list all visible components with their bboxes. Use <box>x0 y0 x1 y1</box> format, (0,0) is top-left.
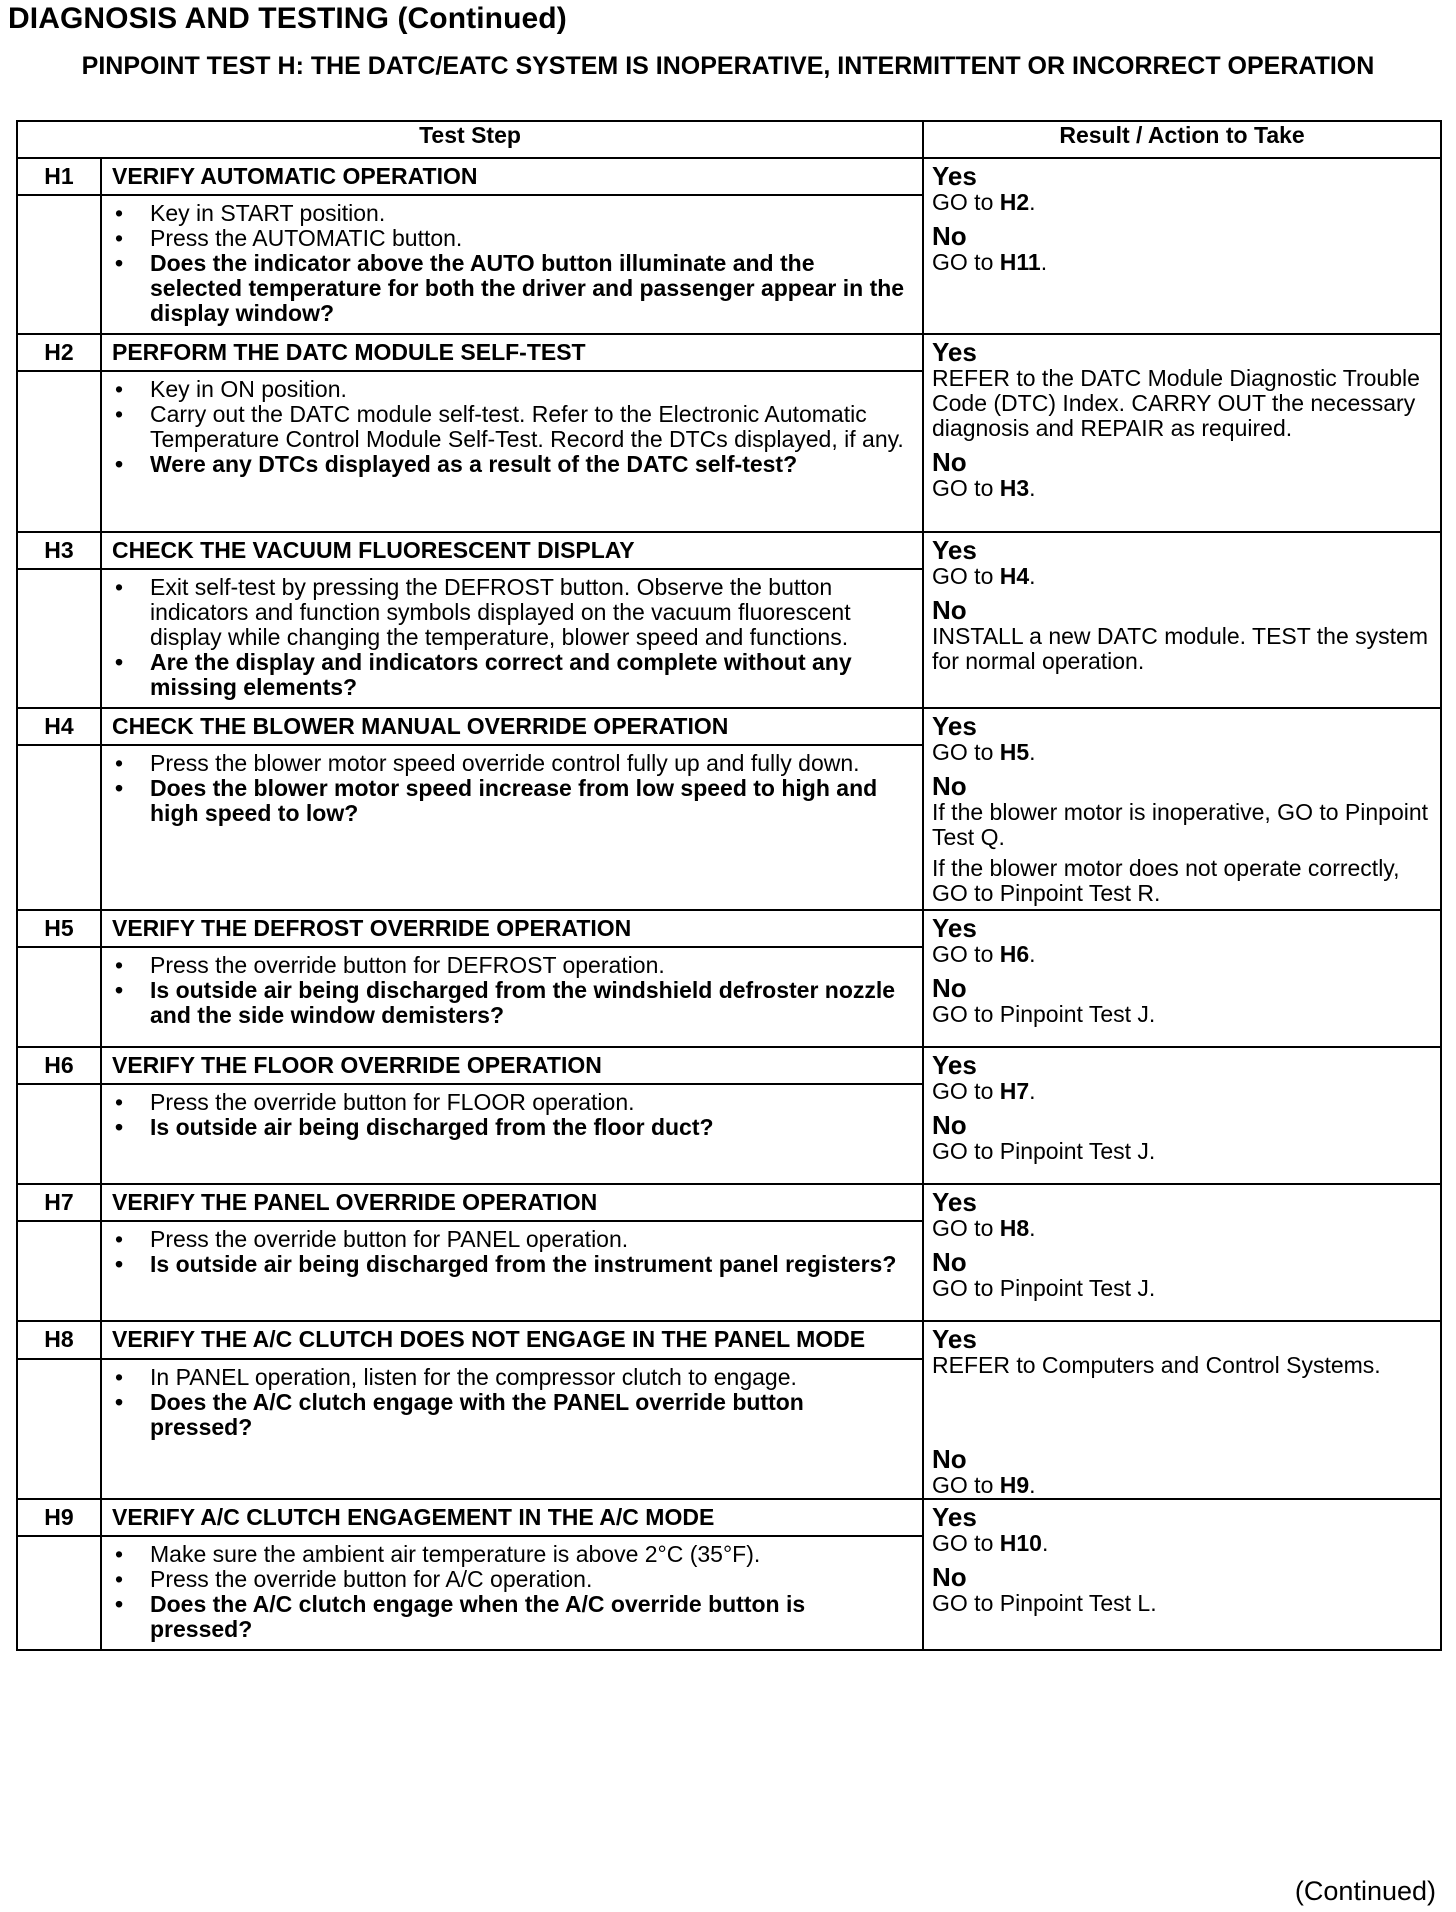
result-yes-label: Yes <box>932 1050 977 1080</box>
action-item: • Key in ON position. <box>112 377 912 402</box>
goto-suffix: . <box>1029 1215 1036 1241</box>
step-instructions <box>101 1221 923 1321</box>
step-id: H8 <box>17 1321 101 1359</box>
step-instructions <box>101 947 923 1047</box>
result-yes-action <box>932 1216 1432 1241</box>
action-item: • Press the override button for A/C operation. <box>112 1567 912 1592</box>
goto-prefix: GO to <box>932 563 1000 589</box>
result-yes-label: Yes <box>932 913 977 943</box>
goto-prefix: GO to <box>932 475 1000 501</box>
goto-step-ref: H2 <box>999 189 1030 215</box>
step-title: VERIFY THE PANEL OVERRIDE OPERATION <box>101 1184 923 1221</box>
result-yes-label: Yes <box>932 161 977 191</box>
result-yes-action <box>932 942 1432 967</box>
result-no-label: No <box>932 1247 967 1277</box>
step-id: H1 <box>17 158 101 195</box>
result-no-label: No <box>932 1562 967 1592</box>
instruction-list <box>112 953 912 1028</box>
test-question: • Is outside air being discharged from the instrument panel registers? <box>112 1252 912 1277</box>
result-cell <box>923 1499 1441 1650</box>
step-title: VERIFY THE A/C CLUTCH DOES NOT ENGAGE IN THE PANEL MODE <box>101 1321 923 1359</box>
test-question: • Are the display and indicators correct and complete without any missing elements? <box>112 650 912 700</box>
step-id-spacer <box>17 745 101 910</box>
instruction-list <box>112 575 912 700</box>
result-no-action <box>932 250 1432 275</box>
goto-suffix: . <box>1029 189 1036 215</box>
result-cell <box>923 158 1441 334</box>
column-header-test-step: Test Step <box>17 121 923 158</box>
action-item: • Press the override button for PANEL operation. <box>112 1227 912 1252</box>
step-id: H3 <box>17 532 101 569</box>
pinpoint-test-title: PINPOINT TEST H: THE DATC/EATC SYSTEM IS INOPERATIVE, INTERMITTENT OR INCORRECT OPERATION <box>81 52 1375 80</box>
action-item: • In PANEL operation, listen for the compressor clutch to engage. <box>112 1365 912 1390</box>
test-step-table <box>16 120 1442 1651</box>
result-yes-action <box>932 564 1432 589</box>
goto-step-ref: H6 <box>999 941 1030 967</box>
instruction-list <box>112 377 912 477</box>
result-cell <box>923 532 1441 708</box>
result-no-action: If the blower motor is inoperative, GO to Pinpoint Test Q. <box>932 799 1429 850</box>
step-instructions <box>101 1084 923 1184</box>
goto-step-ref: H7 <box>999 1078 1030 1104</box>
goto-prefix: GO to <box>932 1472 1000 1498</box>
step-title-row <box>17 910 1441 947</box>
step-id: H7 <box>17 1184 101 1221</box>
result-no-action <box>932 476 1432 501</box>
step-id: H2 <box>17 334 101 371</box>
step-id: H6 <box>17 1047 101 1084</box>
goto-step-ref: H3 <box>999 475 1030 501</box>
test-question: • Does the A/C clutch engage with the PANEL override button pressed? <box>112 1390 912 1440</box>
result-yes-action <box>932 1079 1432 1104</box>
goto-suffix: . <box>1029 1472 1036 1498</box>
goto-suffix: . <box>1029 563 1036 589</box>
result-yes-label: Yes <box>932 1324 977 1354</box>
step-id-spacer <box>17 947 101 1047</box>
result-yes-label: Yes <box>932 535 977 565</box>
goto-suffix: . <box>1029 475 1036 501</box>
step-id-spacer <box>17 1359 101 1499</box>
step-title-row <box>17 1321 1441 1359</box>
table-header-row <box>17 121 1441 158</box>
test-question: • Does the A/C clutch engage when the A/C override button is pressed? <box>112 1592 912 1642</box>
continued-note: (Continued) <box>1294 1876 1436 1906</box>
result-yes-action <box>932 740 1432 765</box>
result-yes-action: REFER to the DATC Module Diagnostic Trouble Code (DTC) Index. CARRY OUT the necessary diagnosis and REPAIR as required. <box>932 365 1420 441</box>
instruction-list <box>112 751 912 826</box>
result-no-action-alt: If the blower motor does not operate correctly, GO to Pinpoint Test R. <box>932 855 1400 906</box>
result-cell <box>923 910 1441 1047</box>
step-title: CHECK THE VACUUM FLUORESCENT DISPLAY <box>101 532 923 569</box>
action-item: • Press the override button for FLOOR operation. <box>112 1090 912 1115</box>
goto-suffix: . <box>1041 1530 1049 1556</box>
step-id: H9 <box>17 1499 101 1536</box>
result-no-label: No <box>932 447 967 477</box>
step-instructions <box>101 1536 923 1650</box>
result-yes-label: Yes <box>932 1187 977 1217</box>
goto-step-ref: H10 <box>999 1530 1042 1556</box>
action-item: • Carry out the DATC module self-test. Refer to the Electronic Automatic Temperature Control Module Self-Test. Record the DTCs displayed, if any. <box>112 402 912 452</box>
step-id-spacer <box>17 569 101 708</box>
step-title: VERIFY A/C CLUTCH ENGAGEMENT IN THE A/C MODE <box>101 1499 923 1536</box>
goto-suffix: . <box>1040 249 1048 275</box>
result-yes-label: Yes <box>932 337 977 367</box>
goto-step-ref: H5 <box>999 739 1030 765</box>
step-id-spacer <box>17 371 101 532</box>
step-id: H5 <box>17 910 101 947</box>
goto-prefix: GO to <box>932 1078 1000 1104</box>
step-title-row <box>17 532 1441 569</box>
result-no-action: GO to Pinpoint Test L. <box>932 1590 1157 1616</box>
step-title-row <box>17 1184 1441 1221</box>
result-no-action: INSTALL a new DATC module. TEST the system for normal operation. <box>932 623 1428 674</box>
goto-suffix: . <box>1029 739 1036 765</box>
step-title-row <box>17 158 1441 195</box>
step-instructions <box>101 1359 923 1499</box>
goto-prefix: GO to <box>932 941 1000 967</box>
goto-step-ref: H4 <box>999 563 1030 589</box>
result-no-label: No <box>932 973 967 1003</box>
step-title: PERFORM THE DATC MODULE SELF-TEST <box>101 334 923 371</box>
action-item: • Press the blower motor speed override control fully up and fully down. <box>112 751 912 776</box>
test-question: • Does the indicator above the AUTO button illuminate and the selected temperature for both the driver and passenger appear in the display window? <box>112 251 912 326</box>
action-item: • Key in START position. <box>112 201 912 226</box>
result-no-label: No <box>932 595 967 625</box>
result-no-label: No <box>932 1110 967 1140</box>
result-yes-action: REFER to Computers and Control Systems. <box>932 1352 1381 1378</box>
step-title-row <box>17 1499 1441 1536</box>
result-cell <box>923 1321 1441 1499</box>
action-item: • Make sure the ambient air temperature is above 2°C (35°F). <box>112 1542 912 1567</box>
page-heading: DIAGNOSIS AND TESTING (Continued) <box>8 2 567 35</box>
goto-step-ref: H8 <box>999 1215 1030 1241</box>
step-id-spacer <box>17 1084 101 1184</box>
test-question: • Were any DTCs displayed as a result of the DATC self-test? <box>112 452 912 477</box>
step-id-spacer <box>17 195 101 334</box>
step-title-row <box>17 334 1441 371</box>
goto-suffix: . <box>1029 941 1036 967</box>
step-instructions <box>101 195 923 334</box>
result-no-action <box>932 1473 1432 1498</box>
step-id-spacer <box>17 1221 101 1321</box>
step-title: CHECK THE BLOWER MANUAL OVERRIDE OPERATION <box>101 708 923 745</box>
goto-prefix: GO to <box>932 249 1000 275</box>
step-id-spacer <box>17 1536 101 1650</box>
instruction-list <box>112 201 912 326</box>
result-no-action: GO to Pinpoint Test J. <box>932 1138 1156 1164</box>
result-yes-action <box>932 1531 1432 1556</box>
instruction-list <box>112 1090 912 1140</box>
result-yes-label: Yes <box>932 1502 977 1532</box>
result-no-label: No <box>932 771 967 801</box>
instruction-list <box>112 1542 912 1642</box>
step-instructions <box>101 569 923 708</box>
test-question: • Is outside air being discharged from the windshield defroster nozzle and the side window demisters? <box>112 978 912 1028</box>
test-steps <box>17 158 1441 1650</box>
goto-suffix: . <box>1029 1078 1036 1104</box>
action-item: • Press the AUTOMATIC button. <box>112 226 912 251</box>
result-cell <box>923 708 1441 910</box>
result-yes-action <box>932 190 1432 215</box>
instruction-list <box>112 1227 912 1277</box>
column-header-result: Result / Action to Take <box>923 121 1441 158</box>
step-title: VERIFY THE DEFROST OVERRIDE OPERATION <box>101 910 923 947</box>
step-title-row <box>17 708 1441 745</box>
instruction-list <box>112 1365 912 1440</box>
step-instructions <box>101 745 923 910</box>
goto-step-ref: H9 <box>999 1472 1030 1498</box>
result-cell <box>923 334 1441 532</box>
step-instructions <box>101 371 923 532</box>
step-title-row <box>17 1047 1441 1084</box>
goto-prefix: GO to <box>932 1215 1000 1241</box>
result-cell <box>923 1047 1441 1184</box>
result-no-label: No <box>932 1444 967 1474</box>
step-title: VERIFY AUTOMATIC OPERATION <box>101 158 923 195</box>
result-no-action: GO to Pinpoint Test J. <box>932 1001 1156 1027</box>
goto-prefix: GO to <box>932 739 1000 765</box>
action-item: • Exit self-test by pressing the DEFROST button. Observe the button indicators and function symbols displayed on the vacuum fluorescent display while changing the temperature, blower speed and functions. <box>112 575 912 650</box>
test-question: • Is outside air being discharged from the floor duct? <box>112 1115 912 1140</box>
goto-prefix: GO to <box>932 189 1000 215</box>
result-yes-label: Yes <box>932 711 977 741</box>
action-item: • Press the override button for DEFROST operation. <box>112 953 912 978</box>
test-question: • Does the blower motor speed increase from low speed to high and high speed to low? <box>112 776 912 826</box>
step-title: VERIFY THE FLOOR OVERRIDE OPERATION <box>101 1047 923 1084</box>
result-cell <box>923 1184 1441 1321</box>
goto-step-ref: H11 <box>999 249 1041 275</box>
step-id: H4 <box>17 708 101 745</box>
result-no-action: GO to Pinpoint Test J. <box>932 1275 1156 1301</box>
result-no-label: No <box>932 221 967 251</box>
goto-prefix: GO to <box>932 1530 1000 1556</box>
